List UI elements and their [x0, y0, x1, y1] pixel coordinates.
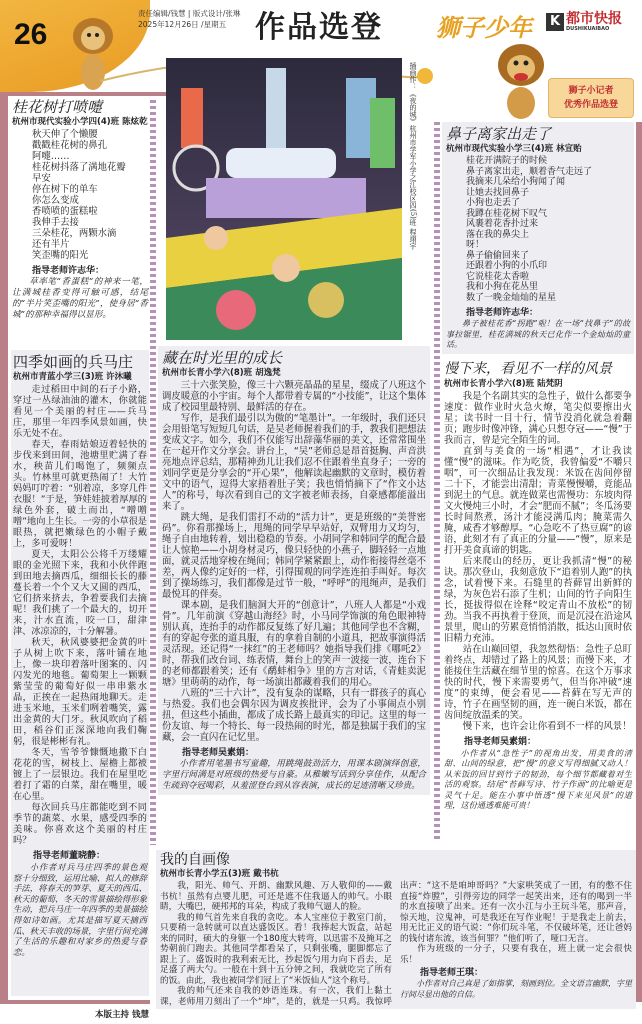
- column-divider: [434, 122, 440, 842]
- column-divider: [150, 100, 156, 845]
- article-body: [13, 384, 147, 846]
- poem-line: 阿嚏……: [32, 151, 70, 162]
- bottom-frame-bar: [0, 1000, 150, 1004]
- article-byline: 杭州市青蓝小学三(3)班 许沐曦: [13, 372, 132, 382]
- logo-en: DUSHIKUAIBAO: [566, 26, 610, 32]
- banner-line: 优秀作品选登: [563, 100, 618, 110]
- poem-line: 戳戳桂花树的鼻孔: [32, 140, 108, 151]
- teacher-comment: 草率笔“香蛋糕”的神来一笔，让满城桂香变得可触可感，结尾的“半片笑歪嘴的阳光”，使身居“香城”的那种幸福得以显形。: [12, 277, 148, 320]
- paragraph: 春天，春雨姑娘迈着轻快的步伐来到田间，池塘里贮满了春水，秧苗儿们喝饱了，频频点头。竹林里可就更热闹了！大竹妈妈叮咛着：“别着凉，多穿几件衣服！”于是，笋娃娃披着厚厚的绿色外套，破土而出，“噌噌噌”地向上生长。一旁的小草很是眼热，就把嫩绿色的小帽子戴上，多可爱呀！: [13, 439, 147, 549]
- article-byline: 杭州市现代实验小学三(4)班 林宣贻: [446, 144, 582, 154]
- article-osmanthus-sneeze: [12, 98, 148, 321]
- article-title: 我的自画像: [160, 852, 230, 868]
- teacher-comment: 小作者从“急性子”的视角出发，用美食的清甜、山间的绿意，把“慢”的意义写得细腻又动人！从米饭的回甘到竹子的韧劲，每个细节都藏着对生活的观察。结尾“苔藓写诗、竹子作画”的比喻更是灵气十足。能在小事中悟透“慢下来见风景”的道理，这份通透难能可贵！: [444, 747, 632, 811]
- article-title: 桂花树打喷嚏: [12, 98, 103, 116]
- logo-k-icon: K: [546, 13, 564, 31]
- poem-line: 还有半片: [32, 239, 70, 250]
- paragraph: 站在山巅回望，我忽然彻悟：急性子总盯着终点，却错过了路上的风景；而慢下来，才能接住生活藏在细节里的惊喜。在这个万事求快的时代，慢下来需要勇气，但当你冲破“速度”的束缚，便会看见——苔藓在写无声的诗，竹子在画坚韧的画，连一碗白米饭，都在齿间绽放温柔的笑。: [444, 643, 632, 721]
- poem-line: 让她去找回鼻子: [466, 187, 530, 198]
- paragraph: 八班的“三十六计”，没有复杂的谋略，只有一群孩子的真心与热爱。我们也会偶尔因为调皮挨批评，会为了小事闹点小别扭，但这些小插曲，都成了成长路上最真实的印记。这里的每一份友谊、每一个特长、每一段热闹的时光，都是独属于我们的宝藏，会一直闪在记忆里。: [162, 688, 426, 743]
- teacher-label: 指导老师董晓静：: [33, 851, 106, 861]
- paragraph: 直到与美食的一场“相遇”，才让我读懂“慢”的滋味。作为吃货，我曾偏爱“不嚼只咽”，可一次细品让我发现：米饭在齿间停留二十下，才能尝出清甜；青菜慢慢嚼，竟能品到泥土的气息。就连做菜也需慢功：东坡肉得文火慢炖三小时，才会“肥而不腻”；冬瓜汤要长时间熬煮，汤汁才能浸满瓜肉；腌菜需久腌，咸香才够醇厚。“心急吃不了热豆腐”的谚语，此刻才有了真正的分量——“慢”，原来是打开美食真谛的钥匙。: [444, 445, 632, 556]
- poem-line: 笑歪嘴的阳光: [32, 250, 89, 261]
- article-title: 四季如画的兵马庄: [13, 353, 134, 371]
- paragraph: 夏天，太阳公公将千万缕耀眼的金光照下来，我和小伙伴跑到田地去摘西瓜，细细长长的藤蔓长着一个个又大又圆的西瓜，它们挤来挤去，争着要我们去摘呢！我们挑了一个最大的，切开来，汁水直流，咬一口，甜津津、冰凉凉的，十分解暑。: [13, 549, 147, 637]
- paragraph: 冬天，雪爷爷慷慨地撒下白花花的雪，树枝上、屋檐上都被镀上了一层银边。我们在屋里吃着打了霜的白菜，甜在嘴里，暖在心里。: [13, 747, 147, 802]
- poem-line: 数了一晚金灿灿的星星: [466, 292, 557, 303]
- left-frame-bar: [0, 92, 8, 1004]
- poem-line: 秋天伸了个懒腰: [32, 129, 98, 140]
- paragraph: 写作，是我们最引以为傲的“笔墨计”。一年级时，我们还只会用铅笔写短短几句话，是吴老师握着我们的手，教我们把想法变成文字。如今，我们不仅能写出辞藻华丽的美文，还常常围坐在一起开作文分享会。讲台上，“吴”老师总是昂首挺胸、声音洪亮地点评总结，那精神劲儿让我们忍不住跟着坐直身子；一旁的刘同学更是分享会的“开心果”，他解读起幽默的文章时，模仿着文中的语气，逗得大家捂着肚子笑；我也悄悄摘下了“作文小达人”的称号，每次看到自己的文字被老师表扬，自豪感都能溢出来了。: [162, 413, 426, 512]
- article-byline: 杭州市长青小学五(3)班 戴书杭: [160, 869, 279, 879]
- poem-line: 它说桂花太香啦: [466, 271, 530, 282]
- poem-lines: [446, 156, 630, 303]
- poem-line: 鼻子偷偷回来了: [466, 250, 530, 261]
- page-number: 26: [14, 18, 48, 51]
- illustration-caption: 插画作：《夜的城》杭州市学军小学之江校区四(5)班 程翊宇: [409, 62, 417, 250]
- header-meta: [138, 8, 240, 30]
- paragraph: 我，阳光、帅气、开朗、幽默风趣、万人敬仰的——戴书杭！虽然有点婴儿肥，可还是遮不住我逼人的帅气。小眼睛，大嘴巴，硬邦邦的耳朵，构成了我帅气逼人的脸。: [160, 881, 392, 912]
- teacher-label: 指导老师吴素娟：: [464, 736, 537, 747]
- article-growth-in-time: [158, 346, 430, 795]
- teacher-comment: 小作者对兵马庄四季的景色观察十分细致，运用比喻、拟人的修辞手法，将春天的笋芽、夏天的西瓜、秋天的葡萄、冬天的雪景描绘得形象生动，把兵马庄一年四季的美景描绘得如诗如画。尤其是描写夏天摘西瓜、秋天丰收的场景，字里行间充满了生活的乐趣和对家乡的热爱与眷恋。: [13, 862, 147, 957]
- poem-line: 三朵桂花，两颗水滴: [32, 228, 117, 239]
- article-bingmazhuang: [11, 350, 149, 996]
- teacher-comment: 小作者对自己真是了如指掌，刻画到位。全文语言幽默，字里行间尽显出他的自信。: [400, 979, 632, 999]
- poem-line: 呀！: [466, 240, 485, 250]
- paragraph: 后来爬山的经历，更让我抓清“慢”的秘诀。那次登山，我刻意放下“追着别人跑”的执念，试着慢下来。石缝里的苔藓冒出新鲜的绿，为灰色岩石添了生机；山间的竹子向阳生长，挺拔得似在诠释“咬定青山不放松”的韧劲。当我不再执着于登顶，而是沉浸在沿途风景里，爬山的劳累竟悄悄消散，抵达山顶时依旧精力充沛。: [444, 555, 632, 644]
- poem-line: 我蹲在桂花树下叹气: [466, 208, 548, 219]
- paragraph: 跳大绳，是我们雷打不动的“活力计”，更是班级的“美誉密码”。你看那操场上，甩绳的同学早早站好，双臂用力又均匀，绳子自由地转着，划出稳稳的节奏。小胡同学和韩同学的配合最让人惊艳——小胡身材灵巧，像只轻快的小燕子，脚轻轻一点地面，就灵活地穿梭在绳间；韩同学紧紧跟上，动作衔接得丝毫不差，两人像约定好的一样，引得围观的同学连连拍手叫好。每次到了操场练习，我们都像是过节一般，“呼呼”的甩绳声，是我们最悦耳的伴奏。: [162, 512, 426, 600]
- issue-date: 2025年12月26日 /星期五: [138, 20, 227, 29]
- banner-line: 狮子小记者: [568, 86, 614, 96]
- article-title: 鼻子离家出走了: [446, 125, 552, 143]
- poem-line: 鼻子离家出走，顺着香气走远了: [466, 166, 593, 177]
- paragraph: 慢下来，也许会让你看到不一样的风景！: [462, 720, 632, 732]
- poem-line: 风裹着花香扑过来: [466, 219, 539, 229]
- poem-line: 我摘来几朵给小狗闻了闻: [466, 177, 566, 187]
- top-frame-bar: [8, 92, 168, 96]
- teacher-comment: 小作者用笔墨书写童趣，用跳绳鼓劲活力，用课本剧演绎创意，字里行间满是对班级的热爱与自豪。从稚嫩写话到分享佳作，从配合生疏到夺冠喝彩，从羞涩登台到从容表演，成长的足迹清晰又珍贵。: [162, 759, 426, 791]
- poem-line: 我和小狗在花丛里: [466, 282, 539, 292]
- logo-name: 都市快报: [566, 11, 622, 27]
- featured-works-banner: [548, 78, 634, 118]
- paragraph: 作为班级的一分子，只要有我在，班上就一定会很快乐！: [400, 944, 632, 965]
- teacher-label: 指导老师吴素娟：: [182, 748, 255, 758]
- article-byline: 杭州市长青小学六(8)班 陆梵阴: [444, 378, 563, 389]
- poem-line: 我伸手去接: [32, 217, 79, 228]
- article-title: 慢下来，看见不一样的风景: [444, 360, 612, 377]
- teacher-label: 指导老师许志华：: [466, 308, 539, 318]
- illustration-night-city: [166, 58, 402, 340]
- article-byline: 杭州市长青小学六(8)班 胡逸梵: [162, 368, 281, 378]
- poem-lines: [12, 129, 148, 261]
- poem-line: 桂花树抖落了满地花瓣: [32, 162, 126, 173]
- article-body: [444, 391, 632, 732]
- poem-line: 还跟着小狗的小爪印: [466, 261, 548, 271]
- article-body: [162, 380, 426, 743]
- article-slow-down: [442, 360, 634, 812]
- teacher-label: 指导老师王琪：: [420, 968, 484, 978]
- paragraph: 课本剧，是我们脑洞大开的“创意计”，八班人人都是“小戏骨”。几年前演《穿越山海经》时，小马同学饰演的角色眼神特别认真，连抬手的动作都反复练了好几遍；其他同学也不含糊，有的穿起夸张的道具服，有的拿着自制的小道具，把故事演得活灵活现。还记得“一抹红”的王老师吗？她指导我们排《哪吒2》时，帮我们改台词、练表情，舞台上的笑声一波接一波，连台下的老师都跟着笑；还有《鹬蚌相争》里的方言对话，《青蛙卖泥塘》里萌萌的动作，每一场演出都藏着我们的用心。: [162, 600, 426, 688]
- paragraph: 我的帅气首先来自我的贪吃。本人宝座位于教室门前，只要稍一急转就可以直达盛饭区。看！我捧起大饭盒，站起来的同时，硕大的身躯一个180度大转弯，以迅雷不及掩耳之势朝前门跑去。其他同学都看呆了，只剩张嘴，腿脚都忘了跟上了。盛饭时的我利索无比，抄起饭勺用力向下舀去，足足盛了两大勺。一般在十到十五分钟之间，我就吃完了所有的饭。由此，我也被同学们冠上了“米饭仙人”这个称号。: [160, 912, 392, 986]
- paragraph: 每次回兵马庄都能吃到不同季节的蔬菜、水果，感受四季的美味。你喜欢这个美丽的村庄吗？: [13, 802, 147, 846]
- article-title: 藏在时光里的成长: [162, 349, 283, 367]
- poem-line: 早安: [32, 173, 51, 184]
- newspaper-logo: [546, 12, 622, 32]
- poem-line: 桂花开满院子的时候: [466, 156, 548, 166]
- right-column: [442, 122, 634, 811]
- paragraph: 我是个名副其实的急性子，做什么都要争速度：做作业时火急火燎，笔尖似要擦出火星；读书时一目十行，情节没消化就急着翻页；跑步时像冲锋，满心只想夺冠——“慢”于我而言，曾是完全陌生的词。: [444, 390, 632, 446]
- poem-line: 香喷喷的蛋糕啦: [32, 206, 98, 217]
- article-self-portrait: [156, 850, 636, 1009]
- poem-line: 停在树下的单车: [32, 184, 98, 195]
- paragraph: 我的帅气还来自我的妙语连珠。有一次，我们上黏土课，老师用刀刻出了一个“坤”，是的，就是一只鸡。我惊呼出声：“这不是咱坤哥吗？”大家哄笑成了一团，有的憋不住直接“炸膛”，引得旁边的同学一起笑出来，还有的喝到一半的水直接喷了出来。还有一次小江与小王玩斗笔，那声音，惊天地，泣鬼神，可是我还在写作业呢！于是我走上前去，用无比正义的语气说：“你们玩斗笔，不仅破坏笔，还让爸妈的钱付诸东流，该当何罪？”他们听了，哑口无言。: [160, 881, 632, 1007]
- article-byline: 杭州市现代实验小学四(4)班 陈炫乾: [12, 117, 148, 127]
- teacher-label: 指导老师许志华：: [32, 266, 105, 276]
- brand-title: 狮子少年: [436, 13, 532, 42]
- right-frame-bar: [636, 122, 642, 1002]
- lion-mascot-icon: [494, 40, 548, 120]
- paragraph: 三十六张笑脸，像三十六颗亮晶晶的星星，缀成了八班这个调皮暖意的小宇宙。每个人都带着专属的“小技能”，让这个集体成了校园里最特别、最鲜活的存在。: [162, 380, 426, 413]
- page-host: 本版主持 钱慧: [95, 1010, 149, 1020]
- paragraph: 走过稻田中间的石子小路，穿过一丛绿油油的灌木，你就能看见一个美丽的村庄——兵马庄，那里一年四季风景如画，快乐无处不在。: [13, 384, 147, 439]
- poem-line: 你怎么变成: [32, 195, 79, 206]
- section-title: 作品选登: [255, 10, 383, 45]
- paragraph: 秋天，秋风婆婆把金黄的叶子从树上吹下来，落叶铺在地上，像一块印着落叶图案的、闪闪发光的地毯。葡萄架上一颗颗紫莹莹的葡萄好似一串串紫水晶，正挨在一起热闹地聊天。走进玉米地，玉米们咧着嘴笑，露出金黄的大门牙。秋风吹向了稻田，稻谷们正深深地向我们鞠躬，很是彬彬有礼。: [13, 637, 147, 747]
- teacher-comment: 鼻子被桂花香“拐跑”啦！在一场“找鼻子”的故事拉锯里，桂花满城的秋天已化作一个金灿灿的童话。: [446, 319, 630, 349]
- poem-line: 小狗也走丢了: [466, 198, 521, 208]
- poem-line: 落在我的鼻尖上: [466, 229, 530, 240]
- editor-credit: 责任编辑/钱慧 | 版式设计/张琳: [138, 9, 241, 18]
- article-nose-runs-away: [442, 122, 634, 354]
